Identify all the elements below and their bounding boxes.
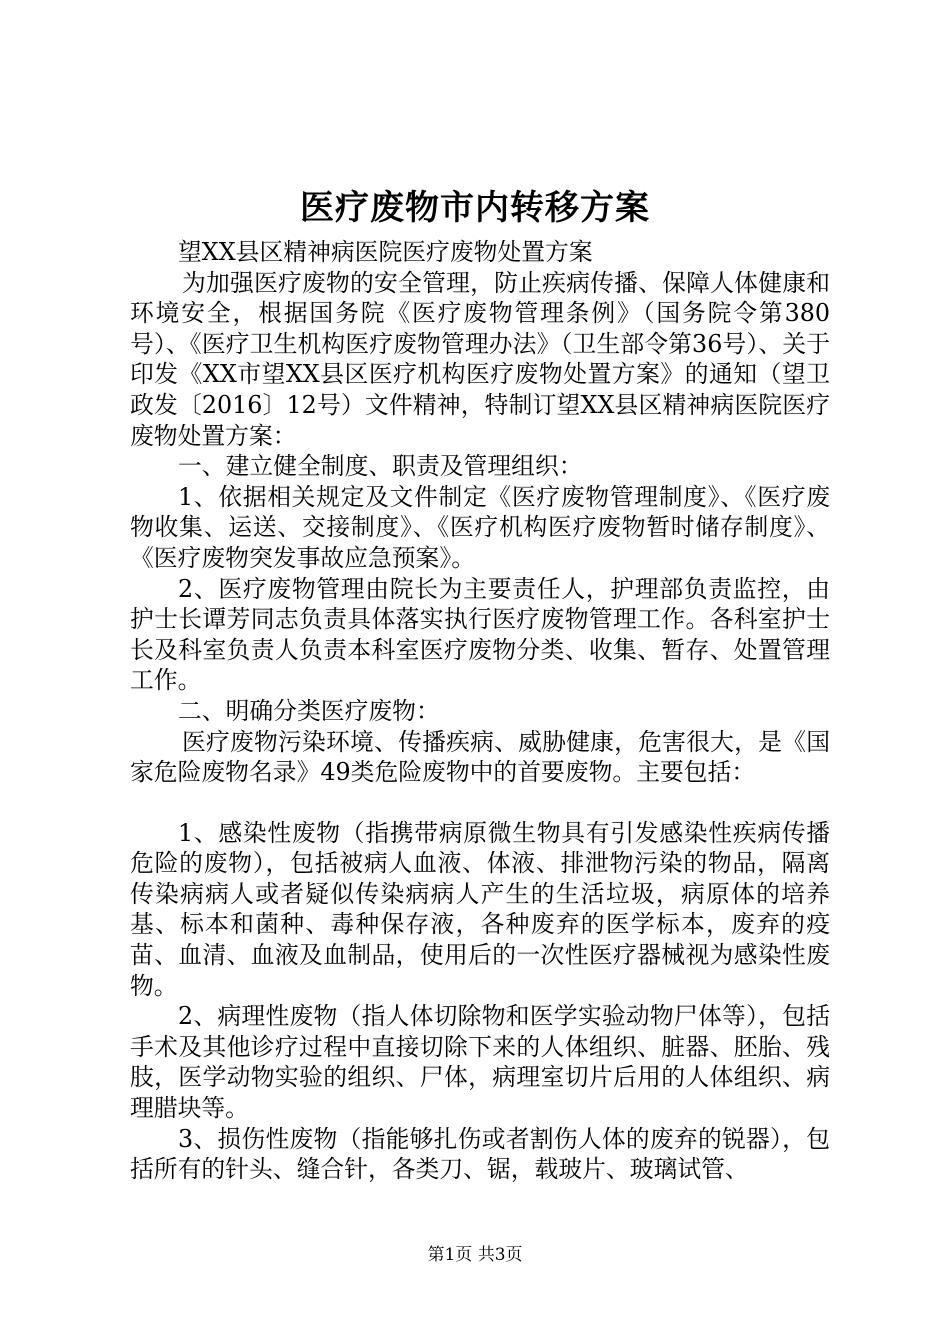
blank-line [130,788,830,818]
paragraph-item-2-1: 1、感染性废物（指携带病原微生物具有引发感染性疾病传播危险的废物），包括被病人血液、体液、排泄物污染的物品，隔离传染病病人或者疑似传染病病人产生的生活垃圾，病原体的培养基、标本和菌种、毒种保存液，各种废弃的医学标本，废弃的疫苗、血清、血液及血制品，使用后的一次性医疗器械视为感染性废物。 [130,818,830,1000]
paragraph-subtitle: 望XX县区精神病医院医疗废物处置方案 [178,238,593,266]
document-body [130,237,830,1185]
document-title: 医疗废物市内转移方案 [300,188,650,228]
paragraph-item-2-2: 2、病理性废物（指人体切除物和医学实验动物尸体等），包括手术及其他诊疗过程中直接切除下来的人体组织、脏器、胚胎、残肢，医学动物实验的组织、尸体，病理室切片后用的人体组织、病理腊块等。 [130,1002,830,1123]
paragraph-item-1-1: 1、依据相关规定及文件制定《医疗废物管理制度》、《医疗废物收集、运送、交接制度》、《医疗机构医疗废物暂时储存制度》、《医疗废物突发事故应急预案》。 [130,482,830,572]
section-heading-2: 二、明确分类医疗废物： [178,696,440,725]
page-footer: 第1页 共3页 [427,1245,523,1265]
paragraph-item-2-3: 3、损伤性废物（指能够扎伤或者割伤人体的废弃的锐器），包括所有的针头、缝合针，各类刀、锯，载玻片、玻璃试管、 [130,1124,830,1184]
paragraph-intro: 为加强医疗废物的安全管理，防止疾病传播、保障人体健康和环境安全，根据国务院《医疗废物管理条例》（国务院令第380号）、《医疗卫生机构医疗废物管理办法》（卫生部令第36号）、关于印发《XX市望XX县区医疗机构医疗废物处置方案》的通知（望卫政发〔2016〕12号）文件精神，特制订望XX县区精神病医院医疗废物处置方案： [130,268,830,450]
paragraph-item-1-2: 2、医疗废物管理由院长为主要责任人，护理部负责监控，由护士长谭芳同志负责具体落实执行医疗废物管理工作。各科室护士长及科室负责人负责本科室医疗废物分类、收集、暂存、处置管理工作。 [130,574,830,695]
paragraph-section-2-intro: 医疗废物污染环境、传播疾病、威胁健康，危害很大，是《国家危险废物名录》49类危险废物中的首要废物。主要包括： [130,727,830,787]
section-heading-1: 一、建立健全制度、职责及管理组织： [178,452,583,481]
